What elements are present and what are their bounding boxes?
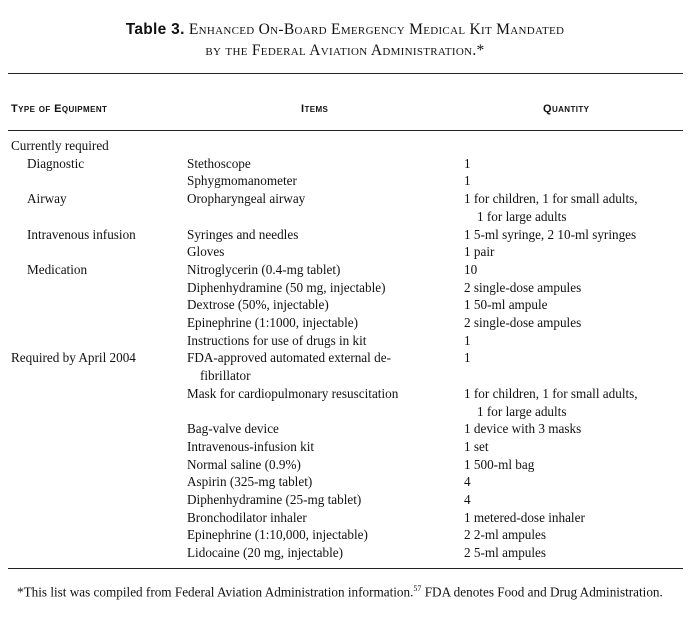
section-label: Currently required bbox=[11, 138, 109, 153]
item-cell: Oropharyngeal airway bbox=[187, 191, 306, 207]
item-cell-continued: fibrillator bbox=[200, 368, 251, 384]
category-label: Medication bbox=[27, 261, 88, 277]
item-cell: Diphenhydramine (50 mg, injectable) bbox=[187, 279, 386, 295]
quantity-cell: 1 pair bbox=[464, 244, 495, 260]
item-cell: Nitroglycerin (0.4-mg tablet) bbox=[187, 261, 341, 277]
quantity-cell: 1 bbox=[464, 350, 471, 366]
item-cell: Aspirin (325-mg tablet) bbox=[187, 474, 313, 490]
category-label: Airway bbox=[27, 191, 67, 207]
quantity-cell: 1 bbox=[464, 332, 471, 348]
footnote-text: *This list was compiled from Federal Aviation Administration information. bbox=[17, 584, 414, 600]
item-cell: Epinephrine (1:1000, injectable) bbox=[187, 315, 359, 331]
item-cell: Gloves bbox=[187, 244, 225, 260]
quantity-cell: 1 set bbox=[464, 438, 489, 454]
category-label: Intravenous infusion bbox=[27, 226, 136, 242]
quantity-cell: 1 bbox=[464, 173, 471, 189]
quantity-cell: 2 single-dose ampules bbox=[464, 315, 582, 331]
title-line-1 bbox=[0, 19, 690, 40]
quantity-cell: 2 2-ml ampules bbox=[464, 527, 547, 543]
item-cell: Mask for cardiopulmonary resuscitation bbox=[187, 385, 399, 401]
item-cell: Stethoscope bbox=[187, 155, 251, 171]
section-label: Required by April 2004 bbox=[11, 350, 136, 366]
header-rule bbox=[8, 130, 683, 131]
equipment-table bbox=[11, 137, 683, 562]
footnote-text-2: FDA denotes Food and Drug Administration. bbox=[421, 584, 663, 600]
quantity-cell-continued: 1 for large adults bbox=[477, 403, 567, 419]
title-text-1: Enhanced On-Board Emergency Medical Kit Mandated bbox=[188, 21, 565, 38]
item-cell: Bronchodilator inhaler bbox=[187, 509, 307, 525]
quantity-cell: 1 for children, 1 for small adults, bbox=[464, 191, 638, 207]
category-label: Diagnostic bbox=[27, 155, 85, 171]
item-cell: Diphenhydramine (25-mg tablet) bbox=[187, 492, 362, 508]
item-cell: Normal saline (0.9%) bbox=[187, 456, 301, 472]
item-cell: Sphygmomanometer bbox=[187, 173, 297, 189]
quantity-cell: 1 bbox=[464, 155, 471, 171]
item-cell: Dextrose (50%, injectable) bbox=[187, 297, 329, 313]
title-text-2: by the Federal Aviation Administration.* bbox=[205, 42, 485, 59]
item-cell: FDA-approved automated external de- bbox=[187, 350, 391, 366]
quantity-cell: 4 bbox=[464, 474, 471, 490]
table-title bbox=[0, 19, 690, 61]
quantity-cell: 2 single-dose ampules bbox=[464, 279, 582, 295]
header-quantity: Quantity bbox=[543, 103, 590, 115]
quantity-cell: 1 for children, 1 for small adults, bbox=[464, 385, 638, 401]
quantity-cell: 1 50-ml ampule bbox=[464, 297, 548, 313]
quantity-cell: 1 500-ml bag bbox=[464, 456, 535, 472]
item-cell: Bag-valve device bbox=[187, 421, 279, 437]
bottom-rule bbox=[8, 568, 683, 569]
top-rule bbox=[8, 73, 683, 74]
item-cell: Lidocaine (20 mg, injectable) bbox=[187, 545, 343, 561]
item-cell: Intravenous-infusion kit bbox=[187, 438, 315, 454]
quantity-cell: 2 5-ml ampules bbox=[464, 545, 547, 561]
quantity-cell-continued: 1 for large adults bbox=[477, 208, 567, 224]
quantity-cell: 1 metered-dose inhaler bbox=[464, 509, 585, 525]
quantity-cell: 1 device with 3 masks bbox=[464, 421, 582, 437]
footnote bbox=[11, 580, 683, 602]
item-cell: Epinephrine (1:10,000, injectable) bbox=[187, 527, 368, 543]
item-cell: Instructions for use of drugs in kit bbox=[187, 332, 367, 348]
quantity-cell: 10 bbox=[464, 261, 478, 277]
footnote-reference: 57 bbox=[413, 584, 422, 593]
header-items: Items bbox=[301, 103, 329, 115]
table-number: Table 3. bbox=[125, 21, 185, 38]
quantity-cell: 1 5-ml syringe, 2 10-ml syringes bbox=[464, 226, 637, 242]
quantity-cell: 4 bbox=[464, 492, 471, 508]
item-cell: Syringes and needles bbox=[187, 226, 299, 242]
header-equipment: Type of Equipment bbox=[11, 103, 108, 115]
